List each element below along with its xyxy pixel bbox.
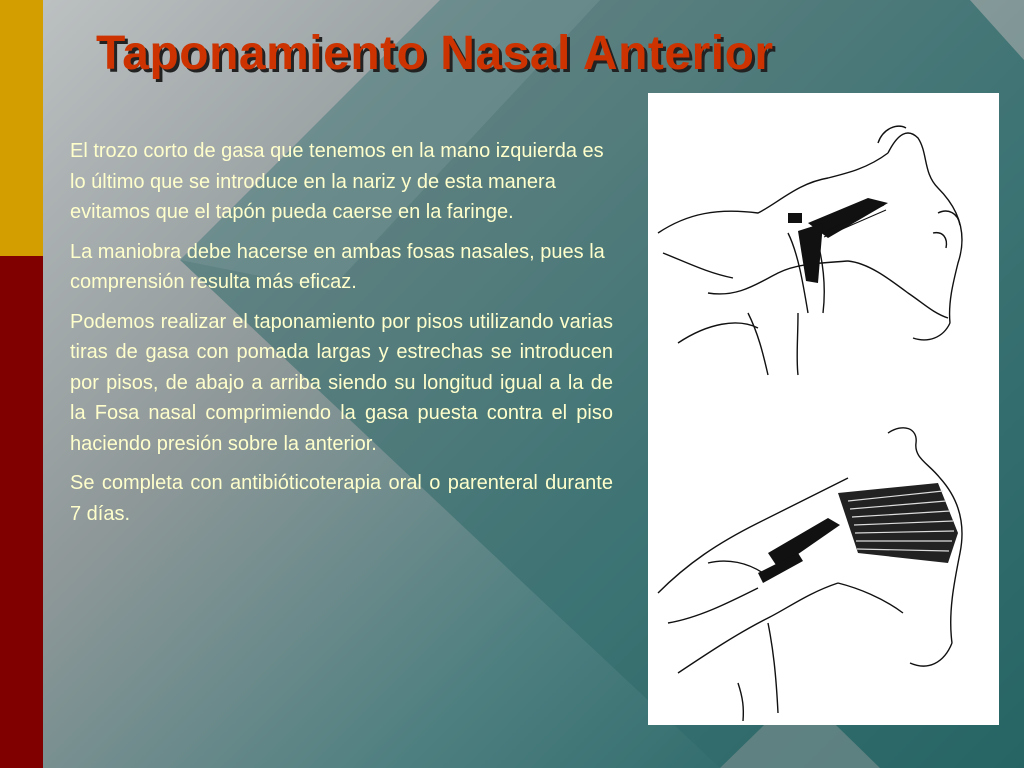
paragraph-1: El trozo corto de gasa que tenemos en la mano izquierda es lo último que se introduce en la nariz y de esta manera evitamos que el tapón pueda caerse en la faringe. <box>70 140 604 223</box>
body-text <box>70 136 613 538</box>
paragraph-3: Podemos realizar el taponamiento por pisos utilizando varias tiras de gasa con pomada largas y estrechas se introducen por pisos, de abajo a arriba siendo su longitud igual a la de la Fosa nasal comprimiendo la gasa puesta contra el piso haciendo presión sobre la anterior. <box>70 310 613 455</box>
nasal-anatomy-illustration-icon <box>648 113 999 383</box>
accent-bar-gold <box>0 0 43 256</box>
paragraph-2: La maniobra debe hacerse en ambas fosas nasales, pues la comprensión resulta más eficaz. <box>70 240 605 293</box>
figure-panel <box>648 93 999 725</box>
slide-title: Taponamiento Nasal Anterior <box>96 27 774 80</box>
accent-bar-red <box>0 256 43 768</box>
paragraph-4: Se completa con antibióticoterapia oral o parenteral durante 7 días. <box>70 472 613 525</box>
nasal-packing-illustration-icon <box>648 423 999 723</box>
